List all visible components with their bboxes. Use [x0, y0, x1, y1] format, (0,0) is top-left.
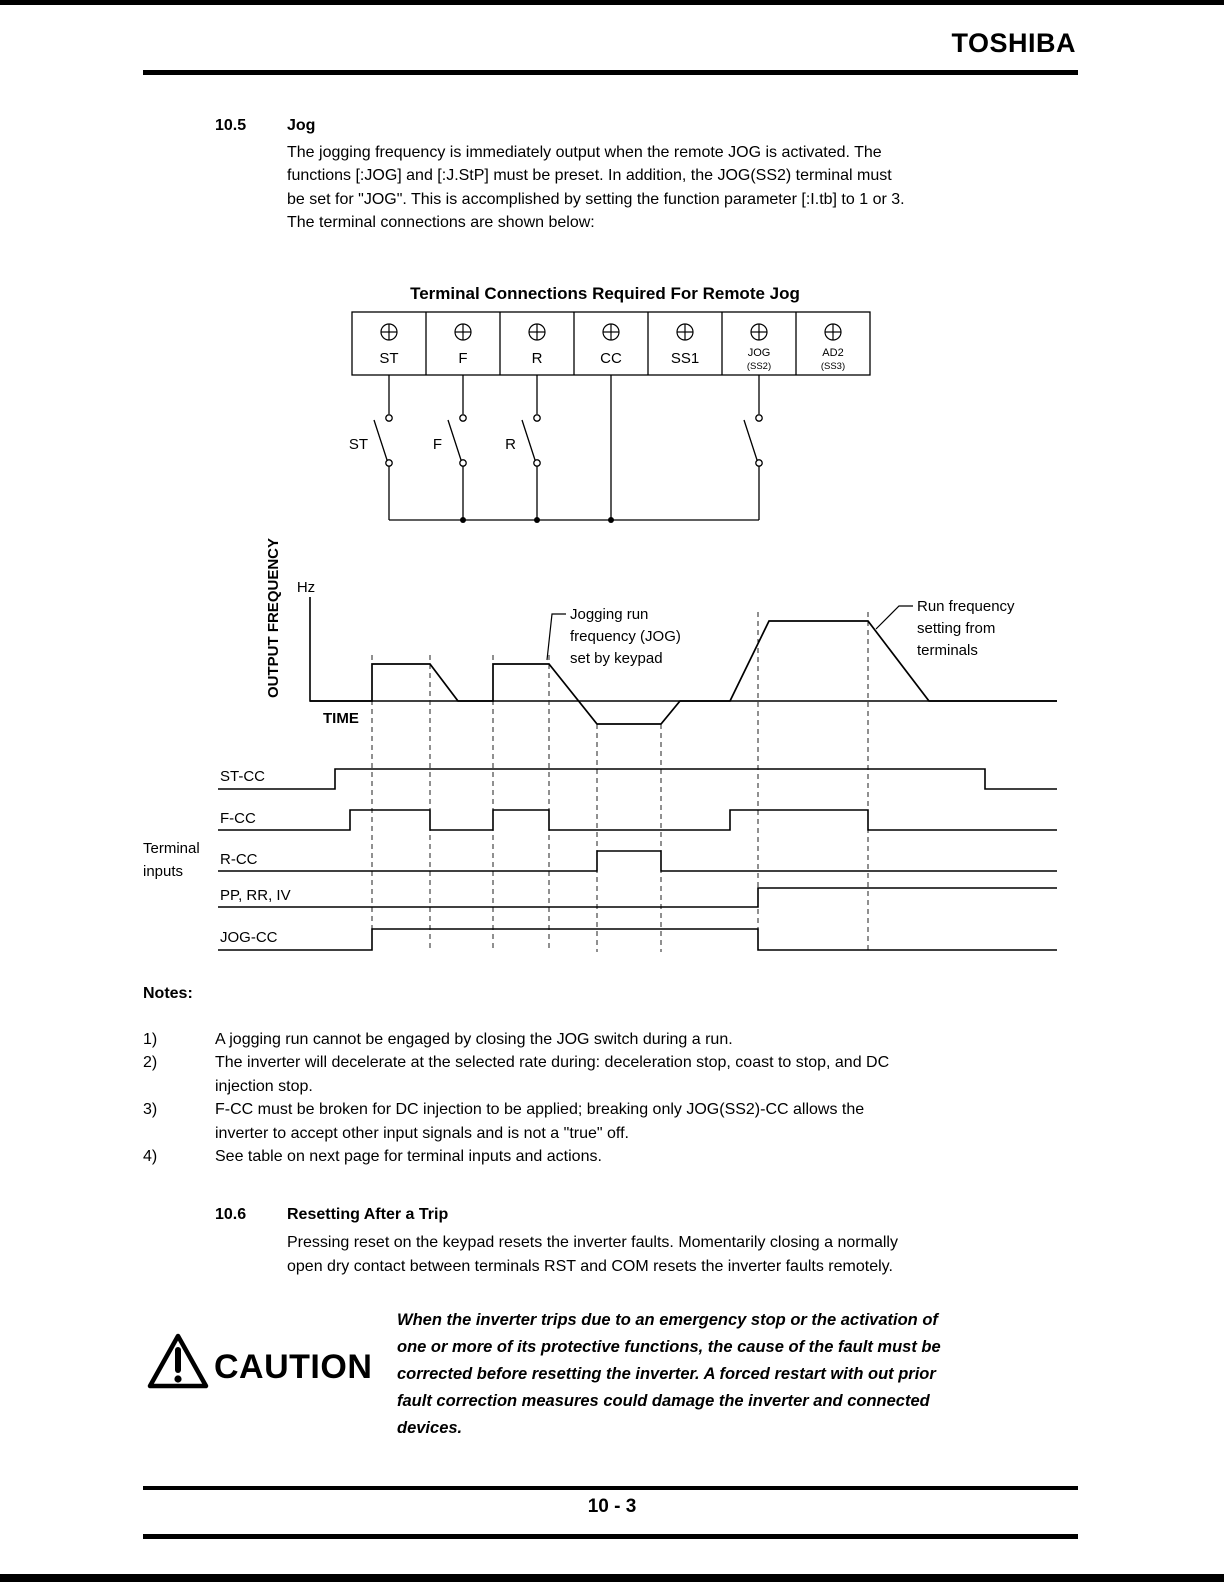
note-line: The inverter will decelerate at the selected rate during: deceleration stop, coast to stop, and DC — [215, 1054, 890, 1072]
note-number: 4) — [143, 1148, 158, 1166]
terminal-label: F — [458, 350, 468, 367]
note-item — [143, 1145, 1063, 1168]
section-number: 10.5 — [215, 117, 247, 134]
run-annotation: terminals — [917, 642, 978, 659]
section-body — [287, 1231, 898, 1279]
signal-label: F-CC — [220, 810, 256, 827]
jog-annotation: frequency (JOG) — [570, 628, 681, 645]
signal-waveform-st-cc — [218, 769, 1057, 789]
screw-terminal-icon — [455, 324, 471, 340]
note-item — [143, 1051, 1063, 1098]
note-text — [215, 1098, 864, 1145]
note-line: injection stop. — [215, 1077, 313, 1095]
terminal-label: JOG — [747, 347, 771, 359]
note-text — [215, 1051, 889, 1098]
notes-heading: Notes: — [143, 985, 193, 1002]
warning-triangle-icon — [146, 1332, 210, 1392]
y-axis-label: OUTPUT FREQUENCY — [265, 537, 282, 699]
section-number: 10.6 — [215, 1206, 247, 1223]
note-line: A jogging run cannot be engaged by closing the JOG switch during a run. — [215, 1031, 733, 1048]
body-line: Pressing reset on the keypad resets the inverter faults. Momentarily closing a normally — [287, 1234, 898, 1251]
note-item — [143, 1028, 1063, 1051]
scan-edge-top — [0, 0, 1224, 5]
note-number: 3) — [143, 1101, 158, 1119]
run-annotation-leader — [876, 606, 913, 629]
terminal-label: SS1 — [670, 350, 700, 367]
note-number: 1) — [143, 1031, 158, 1048]
caution-line: When the inverter trips due to an emergency stop or the activation of — [397, 1311, 938, 1329]
diagram-title: Terminal Connections Required For Remote Jog — [410, 284, 800, 303]
signal-waveform-r-cc — [218, 851, 1057, 871]
signal-label: JOG-CC — [220, 929, 278, 946]
body-line: functions [:JOG] and [:J.StP] must be preset. In addition, the JOG(SS2) terminal must — [287, 167, 892, 185]
section-title: Jog — [287, 117, 316, 134]
footer-rule-bottom — [143, 1534, 1078, 1539]
signal-label: R-CC — [220, 851, 258, 868]
scan-edge-bottom — [0, 1574, 1224, 1582]
body-line: The terminal connections are shown below: — [287, 214, 595, 232]
run-annotation: Run frequency — [917, 598, 1015, 615]
terminal-sublabel: (SS2) — [746, 361, 772, 372]
terminal-sublabel: (SS3) — [820, 361, 846, 372]
caution-line: corrected before resetting the inverter. A forced restart with out prior — [397, 1365, 936, 1383]
screw-terminal-icon — [381, 324, 397, 340]
terminal-inputs-label: Terminal — [143, 840, 200, 857]
note-text — [215, 1028, 733, 1051]
section-body — [287, 141, 905, 235]
signal-waveform-jog-cc — [218, 929, 1057, 950]
signal-label: PP, RR, IV — [220, 887, 291, 904]
note-item — [143, 1098, 1063, 1145]
switch-label: ST — [348, 436, 368, 453]
terminal-label: R — [531, 350, 543, 367]
note-line: inverter to accept other input signals and is not a "true" off. — [215, 1124, 629, 1142]
brand-logo: TOSHIBA — [951, 28, 1076, 58]
note-number: 2) — [143, 1054, 158, 1072]
screw-terminal-icon — [751, 324, 767, 340]
screw-terminal-icons — [381, 324, 841, 340]
footer-rule-top — [143, 1486, 1078, 1490]
caution-label: CAUTION — [214, 1348, 373, 1386]
jog-annotation: Jogging run — [570, 606, 649, 623]
caution-line: one or more of its protective functions, the cause of the fault must be — [397, 1338, 941, 1356]
signal-label: ST-CC — [220, 768, 265, 785]
jog-annotation: set by keypad — [570, 650, 663, 667]
y-axis-unit: Hz — [296, 579, 316, 596]
x-axis-label: TIME — [323, 710, 359, 727]
screw-terminal-icon — [603, 324, 619, 340]
terminal-label: ST — [379, 350, 399, 367]
caution-text — [397, 1307, 941, 1442]
note-line: See table on next page for terminal inputs and actions. — [215, 1148, 602, 1166]
notes-list — [143, 1028, 1063, 1168]
screw-terminal-icon — [825, 324, 841, 340]
terminal-inputs-label: inputs — [143, 863, 184, 880]
terminal-label: AD2 — [822, 347, 844, 359]
section-title: Resetting After a Trip — [287, 1206, 449, 1223]
switch-label: R — [505, 436, 516, 453]
terminal-connections-diagram — [0, 278, 1224, 970]
jog-annotation-leader — [547, 614, 566, 660]
screw-terminal-icon — [529, 324, 545, 340]
switch-label: F — [432, 436, 442, 453]
header-rule — [143, 70, 1078, 75]
screw-terminal-icon — [677, 324, 693, 340]
signal-waveform-pp-rr-iv — [218, 888, 1057, 907]
body-line: open dry contact between terminals RST and COM resets the inverter faults remotely. — [287, 1258, 893, 1275]
page-number: 10 - 3 — [587, 1496, 637, 1517]
caution-line: fault correction measures could damage the inverter and connected — [397, 1392, 930, 1410]
terminal-label: CC — [600, 350, 622, 367]
body-line: The jogging frequency is immediately output when the remote JOG is activated. The — [287, 144, 882, 161]
signal-waveform-f-cc — [218, 810, 1057, 830]
run-annotation: setting from — [917, 620, 996, 637]
note-text — [215, 1145, 602, 1168]
caution-line: devices. — [397, 1419, 463, 1437]
note-line: F-CC must be broken for DC injection to be applied; breaking only JOG(SS2)-CC allows the — [215, 1101, 865, 1119]
body-line: be set for "JOG". This is accomplished by setting the function parameter [:I.tb] to 1 or 3. — [287, 190, 905, 208]
